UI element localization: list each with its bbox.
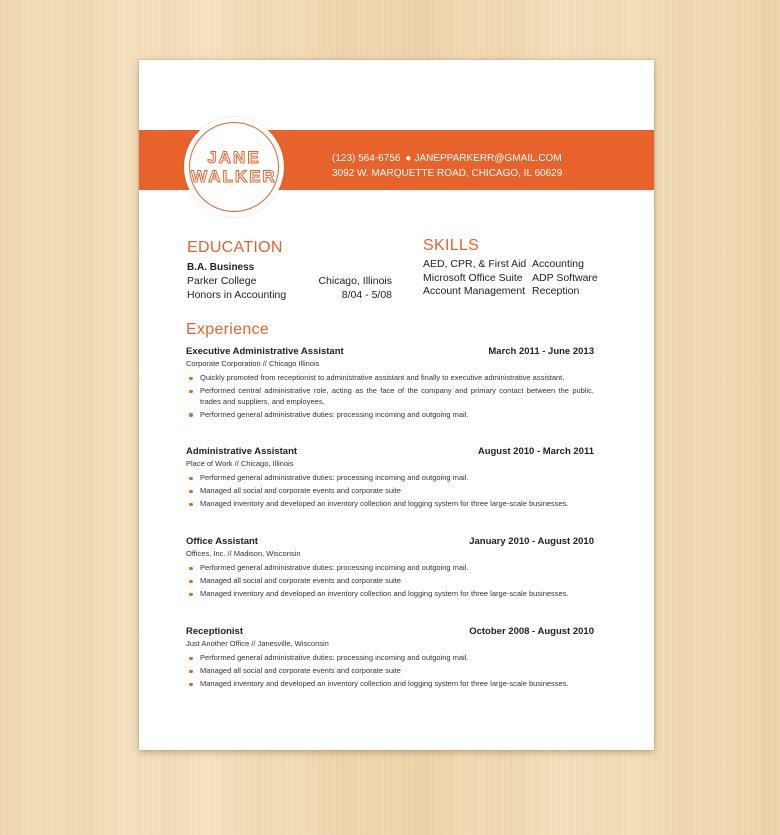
education-row xyxy=(187,289,392,303)
bullet-item: Performed general administrative duties: processing incoming and outgoing mail. xyxy=(186,653,594,664)
job-bullets xyxy=(186,653,594,690)
skill-row xyxy=(423,285,598,299)
address: 3092 W. MARQUETTE ROAD, CHICAGO, IL 60629 xyxy=(332,168,563,179)
job-entry xyxy=(186,446,594,512)
skills-heading: SKILLS xyxy=(423,237,480,254)
education-heading: EDUCATION xyxy=(187,239,283,256)
skill-item: Reception xyxy=(532,285,580,297)
resume-page xyxy=(139,60,654,750)
bullet-item: Performed general administrative duties: processing incoming and outgoing mail. xyxy=(186,473,594,484)
job-title: Office Assistant xyxy=(186,536,258,547)
email: JANEPPARKERR@GMAIL.COM xyxy=(414,153,562,164)
bullet-item: Quickly promoted from receptionist to administrative assistant and finally to executive administrative assistant. xyxy=(186,373,594,384)
education-block xyxy=(187,262,392,302)
bullet-item: Performed general administrative duties: processing incoming and outgoing mail. xyxy=(186,410,594,421)
bullet-item: Managed all social and corporate events and corporate suite xyxy=(186,666,594,677)
bullet-item: Managed all social and corporate events and corporate suite xyxy=(186,486,594,497)
job-title: Executive Administrative Assistant xyxy=(186,346,344,357)
skill-item: Accounting xyxy=(532,258,584,270)
job-entry xyxy=(186,626,594,692)
job-place: Corporate Corporation // Chicago Illinois xyxy=(186,359,320,368)
name-badge xyxy=(184,117,284,217)
job-header xyxy=(186,536,594,548)
last-name: WALKER xyxy=(191,167,277,186)
education-honors: Honors in Accounting xyxy=(187,288,287,301)
contact-line-1 xyxy=(332,151,562,166)
job-dates: October 2008 - August 2010 xyxy=(469,626,594,637)
education-school: Parker College xyxy=(187,275,257,287)
first-name: JANE xyxy=(207,148,261,167)
education-location: Chicago, Illinois xyxy=(318,275,392,287)
job-dates: March 2011 - June 2013 xyxy=(488,346,594,357)
skill-item: ADP Software xyxy=(532,271,598,284)
job-bullets xyxy=(186,473,594,510)
bullet-item: Managed all social and corporate events and corporate suite xyxy=(186,576,594,587)
bullet-item: Performed general administrative duties: processing incoming and outgoing mail. xyxy=(186,563,594,574)
job-bullets xyxy=(186,373,594,420)
bullet-separator: ● xyxy=(405,153,412,164)
job-place: Offices, Inc. // Madison, Wisconsin xyxy=(186,549,301,558)
bullet-item: Managed inventory and developed an inventory collection and logging system for three large-scale businesses. xyxy=(186,679,594,690)
job-header xyxy=(186,346,594,358)
degree: B.A. Business xyxy=(187,262,255,273)
job-dates: August 2010 - March 2011 xyxy=(477,446,594,457)
job-entry xyxy=(186,536,594,602)
job-header xyxy=(186,446,594,458)
job-place: Place of Work // Chicago, Illinois xyxy=(186,459,294,468)
bullet-item: Performed central administrative role, acting as the face of the company and primary contact between the public, trades and suppliers, and employees. xyxy=(186,386,594,407)
skills-block xyxy=(423,258,598,299)
phone: (123) 564-6756 xyxy=(332,153,401,164)
job-header xyxy=(186,626,594,638)
job-place: Just Another Office // Janesville, Wisconsin xyxy=(186,639,329,648)
job-title: Receptionist xyxy=(186,626,244,637)
skill-row xyxy=(423,272,598,286)
contact-info xyxy=(332,151,562,181)
job-dates: January 2010 - August 2010 xyxy=(469,536,594,547)
education-dates: 8/04 - 5/08 xyxy=(341,288,392,301)
experience-heading: Experience xyxy=(186,321,270,338)
education-row xyxy=(187,275,392,289)
job-entry xyxy=(186,346,594,423)
skill-item: Microsoft Office Suite xyxy=(423,271,523,284)
skill-row xyxy=(423,258,598,272)
bullet-item: Managed inventory and developed an inventory collection and logging system for three large-scale businesses. xyxy=(186,589,594,600)
bullet-item: Managed inventory and developed an inventory collection and logging system for three large-scale businesses. xyxy=(186,499,594,510)
skill-item: Account Management xyxy=(423,285,526,297)
job-title: Administrative Assistant xyxy=(186,446,298,457)
job-bullets xyxy=(186,563,594,600)
name-badge-ring xyxy=(189,122,279,212)
skill-item: AED, CPR, & First Aid xyxy=(423,258,527,270)
